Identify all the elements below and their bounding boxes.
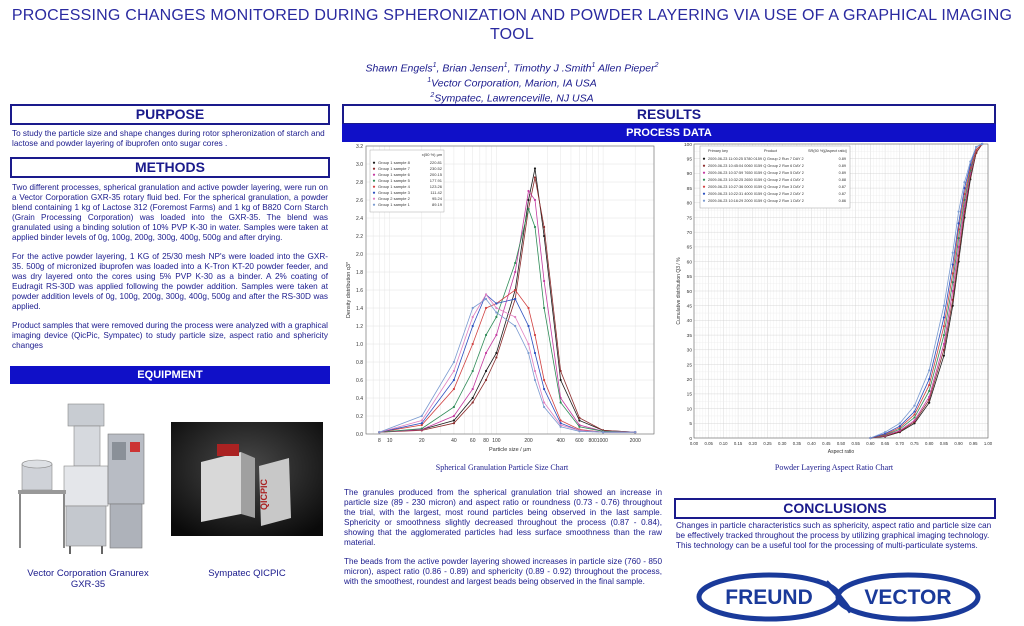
- y-tick-label: 0: [689, 436, 692, 442]
- y-tick-label: 0.6: [356, 378, 363, 384]
- data-point: [472, 370, 474, 372]
- data-point: [602, 431, 604, 433]
- data-point: [884, 431, 886, 433]
- data-point: [952, 252, 954, 254]
- legend-value: 0.89: [838, 164, 846, 168]
- legend-label: Group 1 sample 1: [378, 202, 410, 207]
- legend-marker: [703, 172, 705, 174]
- x-tick-label: 100: [492, 438, 501, 444]
- x-tick-label: 0.35: [792, 441, 802, 446]
- data-point: [981, 143, 983, 145]
- affiliation-2: $^2$Sympatec, Lawrenceville, NJ USA: [430, 92, 594, 105]
- legend-value: 123.26: [429, 184, 442, 189]
- data-point: [472, 307, 474, 309]
- data-point: [943, 316, 945, 318]
- data-point: [495, 316, 497, 318]
- qicpic-caption: Sympatec QICPIC: [208, 568, 286, 579]
- legend-label: 2009-06-23 10:27:36 0000 0159 Q Group 2 Run 3 DAY 2: [708, 185, 804, 189]
- data-point: [543, 280, 545, 282]
- data-point: [495, 311, 497, 313]
- data-point: [560, 401, 562, 403]
- x-tick-label: 0.50: [836, 441, 846, 446]
- legend-value: 0.89: [838, 171, 846, 175]
- x-tick-label: 0.00: [689, 441, 699, 446]
- data-point: [543, 307, 545, 309]
- data-point: [453, 406, 455, 408]
- logo-right-text: VECTOR: [864, 586, 952, 609]
- x-tick-label: 0.40: [807, 441, 816, 446]
- data-point: [527, 352, 529, 354]
- data-point: [514, 298, 516, 300]
- y-tick-label: 20: [686, 378, 692, 383]
- data-point: [578, 430, 580, 432]
- x-tick-label: 20: [419, 438, 425, 444]
- y-tick-label: 95: [686, 157, 692, 163]
- x-axis-label: Aspect ratio: [827, 449, 855, 455]
- methods-heading: METHODS: [10, 157, 330, 178]
- data-point: [485, 307, 487, 309]
- y-tick-label: 35: [686, 333, 692, 339]
- data-point: [943, 325, 945, 327]
- data-point: [913, 413, 915, 415]
- affiliation-1: $^1$Vector Corporation, Marion, IA USA: [427, 77, 597, 90]
- conclusions-heading: CONCLUSIONS: [674, 498, 996, 519]
- data-point: [534, 167, 536, 169]
- data-point: [943, 355, 945, 357]
- legend-header: x(50 %) µm: [421, 152, 443, 157]
- methods-paragraph: For the active powder layering, 1 KG of 25/30 mesh NP's were loaded into the GXR-35. 500g of micronized ibuprofen was loaded into a K-Tron KT-20 powder feeder, and was dry layered onto the cores using 5% PVP K-30 as a binder. A 2% coating of Eudragit RS-30D was applied following the powder addition. Samples were taken at powder addition levels of 0g, 100g, 200g, 300g, 400g, 500g and after the RS-30D was applied.: [12, 252, 328, 311]
- results-heading: RESULTS: [342, 104, 996, 125]
- y-tick-label: 1.0: [356, 342, 363, 348]
- data-point: [534, 379, 536, 381]
- data-point: [943, 305, 945, 307]
- x-tick-label: 600: [575, 438, 584, 444]
- data-point: [514, 316, 516, 318]
- legend-value: 220.81: [429, 160, 442, 165]
- data-point: [472, 343, 474, 345]
- legend-marker: [703, 158, 705, 160]
- results-paragraph: The beads from the active powder layering showed increases in particle size (760 - 850 micron), aspect ratio (0.86 - 0.89) and sphericity (0.89 - 0.92) throughout the process, with the smoothest, roundest and largest beads being observed in the final sample.: [344, 557, 662, 586]
- legend-label: 2009-06-23 10:16:29 2000 0159 Q Group 2 Run 1 DAY 2: [708, 199, 804, 203]
- legend-value: 200.15: [429, 172, 442, 177]
- methods-body: [12, 183, 328, 360]
- x-tick-label: 0.45: [822, 441, 831, 446]
- x-tick-label: 0.65: [880, 441, 890, 446]
- data-point: [527, 190, 529, 192]
- legend-marker: [373, 186, 375, 188]
- legend-value: 95.24: [431, 196, 442, 201]
- data-point: [543, 379, 545, 381]
- data-point: [472, 325, 474, 327]
- y-tick-label: 0.4: [356, 396, 363, 402]
- data-point: [472, 397, 474, 399]
- data-point: [495, 334, 497, 336]
- y-tick-label: 60: [686, 260, 692, 266]
- legend-label: 2009-06-23 10:37:59 7650 0159 Q Group 2 Run 5 DAY 2: [708, 171, 804, 175]
- y-tick-label: 2.0: [356, 252, 363, 258]
- data-point: [514, 271, 516, 273]
- data-point: [943, 343, 945, 345]
- y-tick-label: 2.2: [356, 234, 363, 240]
- x-tick-label: 2000: [629, 438, 641, 444]
- data-point: [495, 302, 497, 304]
- data-point: [421, 415, 423, 417]
- x-tick-label: 1.00: [983, 441, 993, 446]
- y-tick-label: 90: [686, 172, 692, 178]
- data-point: [634, 431, 636, 433]
- y-tick-label: 3.2: [356, 144, 363, 150]
- data-point: [578, 426, 580, 428]
- data-point: [527, 343, 529, 345]
- authors-block: [0, 60, 1024, 105]
- x-tick-label: 0.15: [733, 441, 743, 446]
- x-tick-label: 0.95: [969, 441, 978, 446]
- data-point: [527, 307, 529, 309]
- author-line: Shawn Engels$^1$, Brian Jensen$^1$, Timothy J .Smith$^1$ Allen Pieper$^2$: [365, 62, 659, 75]
- data-point: [899, 422, 901, 424]
- data-point: [913, 405, 915, 407]
- x-tick-label: 0.55: [851, 441, 860, 446]
- x-tick-label: 0.70: [895, 441, 904, 446]
- data-point: [453, 361, 455, 363]
- data-point: [943, 349, 945, 351]
- y-tick-label: 0.8: [356, 360, 363, 366]
- y-tick-label: 10: [686, 407, 692, 413]
- y-tick-label: 3.0: [356, 162, 363, 168]
- x-tick-label: 0.75: [910, 441, 919, 446]
- data-point: [514, 289, 516, 291]
- data-point: [958, 211, 960, 213]
- data-point: [421, 422, 423, 424]
- x-tick-label: 400: [556, 438, 565, 444]
- data-point: [543, 388, 545, 390]
- data-point: [485, 334, 487, 336]
- y-tick-label: 40: [686, 319, 692, 325]
- y-tick-label: 1.4: [356, 306, 363, 312]
- y-tick-label: 2.4: [356, 216, 363, 222]
- x-tick-label: 0.85: [939, 441, 949, 446]
- legend-label: Group 1 sample 7: [378, 166, 410, 171]
- x-tick-label: 0.05: [704, 441, 713, 446]
- data-point: [527, 325, 529, 327]
- data-point: [543, 226, 545, 228]
- data-point: [869, 437, 871, 439]
- freund-vector-logo: [696, 570, 986, 622]
- legend-marker: [373, 162, 375, 164]
- legend-label: Group 1 sample 5: [378, 178, 410, 183]
- y-axis-label: Cumulative distribution Q3 / %: [676, 257, 682, 325]
- data-point: [975, 146, 977, 148]
- data-point: [952, 272, 954, 274]
- legend-value: 0.87: [838, 185, 846, 189]
- data-point: [963, 181, 965, 183]
- methods-paragraph: Product samples that were removed during the process were analyzed with a graphical imaging device (QicPic, Sympatec) to study particle size, aspect ratio and sphericity changes: [12, 321, 328, 350]
- x-tick-label: 0.80: [925, 441, 934, 446]
- legend-header: Primary key: [708, 149, 729, 153]
- data-point: [578, 419, 580, 421]
- legend-value: 177.91: [429, 178, 442, 183]
- granurex-photo: [10, 398, 160, 558]
- legend-marker: [703, 186, 705, 188]
- y-tick-label: 0.0: [356, 432, 363, 438]
- y-tick-label: 80: [686, 201, 692, 207]
- legend-label: Group 1 sample 8: [378, 160, 410, 165]
- y-tick-label: 85: [686, 186, 692, 192]
- y-tick-label: 0.2: [356, 414, 363, 420]
- data-point: [943, 334, 945, 336]
- y-tick-label: 55: [686, 275, 692, 281]
- legend-label: Group 1 sample 4: [378, 184, 410, 189]
- legend-value: 0.87: [838, 192, 846, 196]
- x-tick-label: 0.30: [778, 441, 787, 446]
- legend-marker: [373, 204, 375, 206]
- data-point: [928, 369, 930, 371]
- legend-value: 0.89: [838, 157, 846, 161]
- data-point: [453, 422, 455, 424]
- x-tick-label: 60: [469, 438, 476, 444]
- data-point: [534, 226, 536, 228]
- data-point: [453, 415, 455, 417]
- data-point: [578, 417, 580, 419]
- data-point: [453, 379, 455, 381]
- legend-label: Group 1 sample 3: [378, 190, 410, 195]
- x-tick-label: 8001000: [588, 438, 608, 444]
- y-tick-label: 1.6: [356, 288, 363, 294]
- legend-label: 2009-06-23 11:00:25 5780 0159 Q Group 2 Run 7 DAY 2: [708, 157, 804, 161]
- chart1-caption: Spherical Granulation Particle Size Chart: [435, 463, 569, 472]
- y-axis-label: Density distribution q3*: [346, 261, 352, 319]
- data-point: [958, 222, 960, 224]
- y-tick-label: 2.8: [356, 180, 363, 186]
- data-point: [928, 384, 930, 386]
- data-point: [534, 352, 536, 354]
- y-tick-label: 50: [686, 289, 692, 295]
- y-tick-label: 15: [686, 392, 692, 398]
- data-point: [472, 401, 474, 403]
- x-tick-label: 0.10: [719, 441, 728, 446]
- purpose-heading: PURPOSE: [10, 104, 330, 125]
- process-data-heading: PROCESS DATA: [342, 124, 996, 142]
- equipment-heading: EQUIPMENT: [10, 366, 330, 384]
- x-tick-label: 80: [483, 438, 489, 444]
- legend-marker: [703, 165, 705, 167]
- data-point: [453, 388, 455, 390]
- data-point: [485, 298, 487, 300]
- legend-marker: [373, 192, 375, 194]
- poster-title: PROCESSING CHANGES MONITORED DURING SPHERONIZATION AND POWDER LAYERING VIA USE OF A GRAPHICAL IMAGING TOOL: [11, 7, 1013, 43]
- data-point: [485, 352, 487, 354]
- legend-marker: [373, 198, 375, 200]
- legend-marker: [703, 179, 705, 181]
- y-tick-label: 25: [686, 363, 692, 369]
- y-tick-label: 1.2: [356, 324, 363, 330]
- data-point: [378, 431, 380, 433]
- data-point: [472, 388, 474, 390]
- data-point: [495, 307, 497, 309]
- data-point: [928, 378, 930, 380]
- qicpic-label: QICPIC: [259, 478, 269, 510]
- y-tick-label: 5: [689, 422, 692, 428]
- legend-marker: [373, 174, 375, 176]
- legend-value: 0.88: [838, 178, 846, 182]
- data-point: [495, 352, 497, 354]
- data-point: [913, 410, 915, 412]
- data-point: [453, 370, 455, 372]
- data-point: [534, 370, 536, 372]
- legend-header: Product: [764, 149, 778, 153]
- data-point: [952, 290, 954, 292]
- y-tick-label: 70: [686, 231, 692, 236]
- data-point: [952, 299, 954, 301]
- x-tick-label: 0.20: [748, 441, 757, 446]
- data-point: [472, 316, 474, 318]
- data-point: [899, 425, 901, 427]
- purpose-text: To study the particle size and shape changes during rotor spheronization of starch and lactose and powder layering of ibuprofen onto sugar cores .: [12, 129, 325, 148]
- x-tick-label: 8: [377, 438, 381, 444]
- data-point: [928, 399, 930, 401]
- data-point: [928, 390, 930, 392]
- legend-label: 2009-06-23 10:22:31 4000 0159 Q Group 2 Run 2 DAY 2: [708, 192, 804, 196]
- x-tick-label: 10: [386, 438, 393, 444]
- y-tick-label: 45: [686, 304, 692, 310]
- data-point: [421, 419, 423, 421]
- x-tick-label: 0.90: [954, 441, 963, 446]
- data-point: [543, 401, 545, 403]
- data-point: [485, 370, 487, 372]
- data-point: [514, 325, 516, 327]
- legend-value: 0.86: [838, 199, 846, 203]
- data-point: [969, 161, 971, 163]
- y-tick-label: 30: [686, 348, 692, 354]
- data-point: [913, 416, 915, 418]
- legend-marker: [703, 193, 705, 195]
- data-point: [560, 426, 562, 428]
- data-point: [495, 356, 497, 358]
- data-point: [485, 379, 487, 381]
- legend-marker: [703, 200, 705, 202]
- data-point: [421, 428, 423, 430]
- legend-label: 2009-06-23 10:45:04 0060 0159 Q Group 2 Run 6 DAY 2: [708, 164, 804, 168]
- granurex-caption: Vector Corporation Granurex GXR-35: [27, 568, 149, 590]
- particle-size-chart: [342, 142, 662, 460]
- aspect-ratio-chart: [672, 142, 996, 460]
- x-axis-label: Particle size / µm: [489, 447, 531, 453]
- y-tick-label: 75: [686, 216, 692, 222]
- y-tick-label: 1.8: [356, 270, 363, 276]
- x-tick-label: 0.60: [866, 441, 875, 446]
- logo-left-text: FREUND: [725, 586, 813, 609]
- results-paragraph: The granules produced from the spherical granulation trial showed an increase in particle size (89 - 230 micron) and aspect ratio or roundness (0.73 - 0.76) throughout the trial, with the largest, most round particles being observed in the last sample. Sphericity or smoothness slightly decreased throughout the process (0.87 - 0.84), showing that the agglomerated particles had less surface smoothness than the raw material.: [344, 488, 662, 547]
- data-point: [928, 396, 930, 398]
- data-point: [527, 199, 529, 201]
- legend-label: Group 1 sample 6: [378, 172, 410, 177]
- data-point: [543, 406, 545, 408]
- results-body: [344, 488, 662, 596]
- legend-value: 230.52: [429, 166, 442, 171]
- data-point: [534, 176, 536, 178]
- x-tick-label: 200: [524, 438, 533, 444]
- x-tick-label: 0.25: [763, 441, 772, 446]
- data-point: [453, 419, 455, 421]
- data-point: [952, 263, 954, 265]
- legend-marker: [373, 180, 375, 182]
- legend-value: 89.19: [431, 202, 442, 207]
- data-point: [560, 370, 562, 372]
- legend-label: Group 2 sample 2: [378, 196, 410, 201]
- qicpic-photo: [171, 422, 323, 536]
- y-tick-label: 2.6: [356, 198, 363, 204]
- data-point: [527, 208, 529, 210]
- data-point: [952, 281, 954, 283]
- chart2-caption: Powder Layering Aspect Ratio Chart: [774, 463, 894, 472]
- data-point: [485, 293, 487, 295]
- x-tick-label: 40: [451, 438, 457, 444]
- legend-header: SR(50 %)[Aspect ratio]: [808, 149, 847, 153]
- data-point: [913, 419, 915, 421]
- data-point: [534, 334, 536, 336]
- data-point: [534, 199, 536, 201]
- methods-paragraph: Two different processes, spherical granulation and active powder layering, were run on a Vector Corporation GXR-35 rotary fluid bed. For the spherical granulation, a powder blend containing 1 kg of Lactose 312 (Foremost Farms) and 1 kg of B820 Corn Starch (Grain Processing Corporation) was loaded into the GXR-35. The blend was granulated using a binding solution of 10% PVP K-30 in water. Samples were taken at applied binder levels of 0g, 100g, 200g, 300g, 400g, 500g and after drying.: [12, 183, 328, 242]
- y-tick-label: 100: [683, 142, 692, 148]
- conclusions-text: Changes in particle characteristics such as sphericity, aspect ratio and particle size can be effectively tracked throughout the process by utilizing graphical imaging technology. This technology can be a useful tool for the processing of multi-particulate systems.: [676, 521, 992, 550]
- y-tick-label: 65: [686, 245, 692, 251]
- data-point: [928, 402, 930, 404]
- legend-label: 2009-06-23 10:32:25 2650 0159 Q Group 2 Run 4 DAY 2: [708, 178, 804, 182]
- legend-value: 111.42: [430, 190, 442, 195]
- data-point: [560, 379, 562, 381]
- data-point: [514, 262, 516, 264]
- legend-marker: [373, 168, 375, 170]
